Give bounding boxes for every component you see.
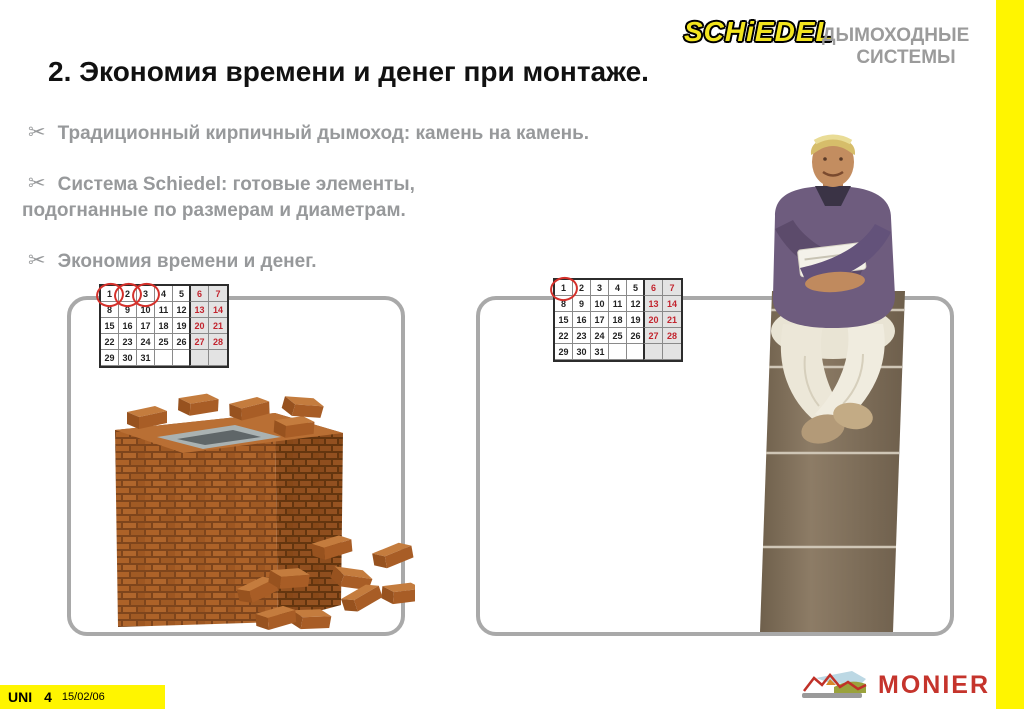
calendar-day: 30 <box>573 344 591 360</box>
calendar-day: 27 <box>189 334 209 350</box>
calendar-day: 23 <box>573 328 591 344</box>
calendar-day: 31 <box>591 344 609 360</box>
bullet-item <box>22 248 702 275</box>
bullet-item <box>22 120 702 147</box>
calendar-day: 7 <box>663 280 681 296</box>
calendar-day: 15 <box>555 312 573 328</box>
calendar-day: 19 <box>627 312 645 328</box>
calendar-day: 22 <box>101 334 119 350</box>
calendar-day: 12 <box>173 302 191 318</box>
calendar-day: 27 <box>643 328 663 344</box>
brick-chimney-illustration <box>85 375 415 632</box>
calendar-day: 29 <box>555 344 573 360</box>
calendar-day: 20 <box>189 318 209 334</box>
brand-tagline <box>822 25 990 69</box>
calendar-day: 31 <box>137 350 155 366</box>
bullet-text: Экономия времени и денег. <box>57 251 317 272</box>
calendar-day <box>663 344 681 360</box>
monier-logo <box>800 668 990 702</box>
calendar-day: 28 <box>209 334 227 350</box>
calendar-day: 17 <box>591 312 609 328</box>
scissors-icon: ✂ <box>28 249 46 272</box>
calendar-day: 14 <box>663 296 681 312</box>
bullet-text: Система Schiedel: готовые элементы, <box>57 174 415 195</box>
calendar-day: 7 <box>209 286 227 302</box>
calendar-day <box>209 350 227 366</box>
calendar-day: 10 <box>137 302 155 318</box>
calendar-day: 4 <box>155 286 173 302</box>
calendar-day: 3 <box>137 286 155 302</box>
calendar-day <box>155 350 173 366</box>
calendar-day: 14 <box>209 302 227 318</box>
calendar-day: 12 <box>627 296 645 312</box>
monier-wordmark: MONIER <box>878 670 990 699</box>
calendar-day: 26 <box>627 328 645 344</box>
brand-tagline-line2: СИСТЕМЫ <box>856 47 956 68</box>
calendar-day: 8 <box>101 302 119 318</box>
scissors-icon: ✂ <box>28 121 46 144</box>
calendar-day: 18 <box>609 312 627 328</box>
calendar-day: 30 <box>119 350 137 366</box>
calendar-day: 2 <box>573 280 591 296</box>
slide-number: 4 <box>44 689 52 705</box>
calendar-day: 11 <box>155 302 173 318</box>
bullet-list <box>22 120 702 299</box>
slide-title: 2. Экономия времени и денег при монтаже. <box>48 56 649 87</box>
bullet-item <box>22 171 702 224</box>
calendar-day: 9 <box>119 302 137 318</box>
calendar-day <box>643 344 663 360</box>
calendar-day: 18 <box>155 318 173 334</box>
calendar-day: 29 <box>101 350 119 366</box>
calendar-day: 2 <box>119 286 137 302</box>
calendar-day: 28 <box>663 328 681 344</box>
calendar-day: 1 <box>555 280 573 296</box>
calendar-day: 11 <box>609 296 627 312</box>
bullet-text: подогнанные по размерам и диаметрам. <box>22 200 406 221</box>
bullet-text: Традиционный кирпичный дымоход: камень на камень. <box>57 123 590 144</box>
calendar-day: 3 <box>591 280 609 296</box>
calendar-day: 13 <box>643 296 663 312</box>
right-edge-accent-bar <box>996 0 1024 709</box>
calendar-day: 4 <box>609 280 627 296</box>
calendar-day: 8 <box>555 296 573 312</box>
calendar-day: 22 <box>555 328 573 344</box>
mason-on-chimney-illustration <box>745 126 920 632</box>
calendar-day: 5 <box>173 286 191 302</box>
brand-tagline-line1: ДЫМОХОДНЫЕ <box>822 25 970 46</box>
schiedel-logo: SCHiEDEL <box>684 16 834 47</box>
slide-date: 15/02/06 <box>61 691 105 703</box>
calendar-day: 10 <box>591 296 609 312</box>
calendar-day: 1 <box>101 286 119 302</box>
footer-slide-info <box>0 685 165 709</box>
calendar-day: 21 <box>663 312 681 328</box>
calendar-day: 5 <box>627 280 645 296</box>
calendar-day: 13 <box>189 302 209 318</box>
calendar-day <box>189 350 209 366</box>
calendar-day: 26 <box>173 334 191 350</box>
calendar-schiedel <box>553 278 683 362</box>
calendar-day: 17 <box>137 318 155 334</box>
calendar-day <box>609 344 627 360</box>
calendar-day: 20 <box>643 312 663 328</box>
calendar-day: 23 <box>119 334 137 350</box>
calendar-day: 16 <box>573 312 591 328</box>
calendar-day: 16 <box>119 318 137 334</box>
scissors-icon: ✂ <box>28 172 46 195</box>
slide-code: UNI <box>8 689 33 705</box>
monier-logo-icon <box>800 668 870 702</box>
calendar-day: 6 <box>189 286 209 302</box>
calendar-day: 25 <box>609 328 627 344</box>
calendar-day: 9 <box>573 296 591 312</box>
calendar-day: 24 <box>137 334 155 350</box>
calendar-traditional <box>99 284 229 368</box>
calendar-day: 21 <box>209 318 227 334</box>
calendar-day: 24 <box>591 328 609 344</box>
calendar-day: 6 <box>643 280 663 296</box>
calendar-day: 19 <box>173 318 191 334</box>
calendar-day: 25 <box>155 334 173 350</box>
calendar-day: 15 <box>101 318 119 334</box>
